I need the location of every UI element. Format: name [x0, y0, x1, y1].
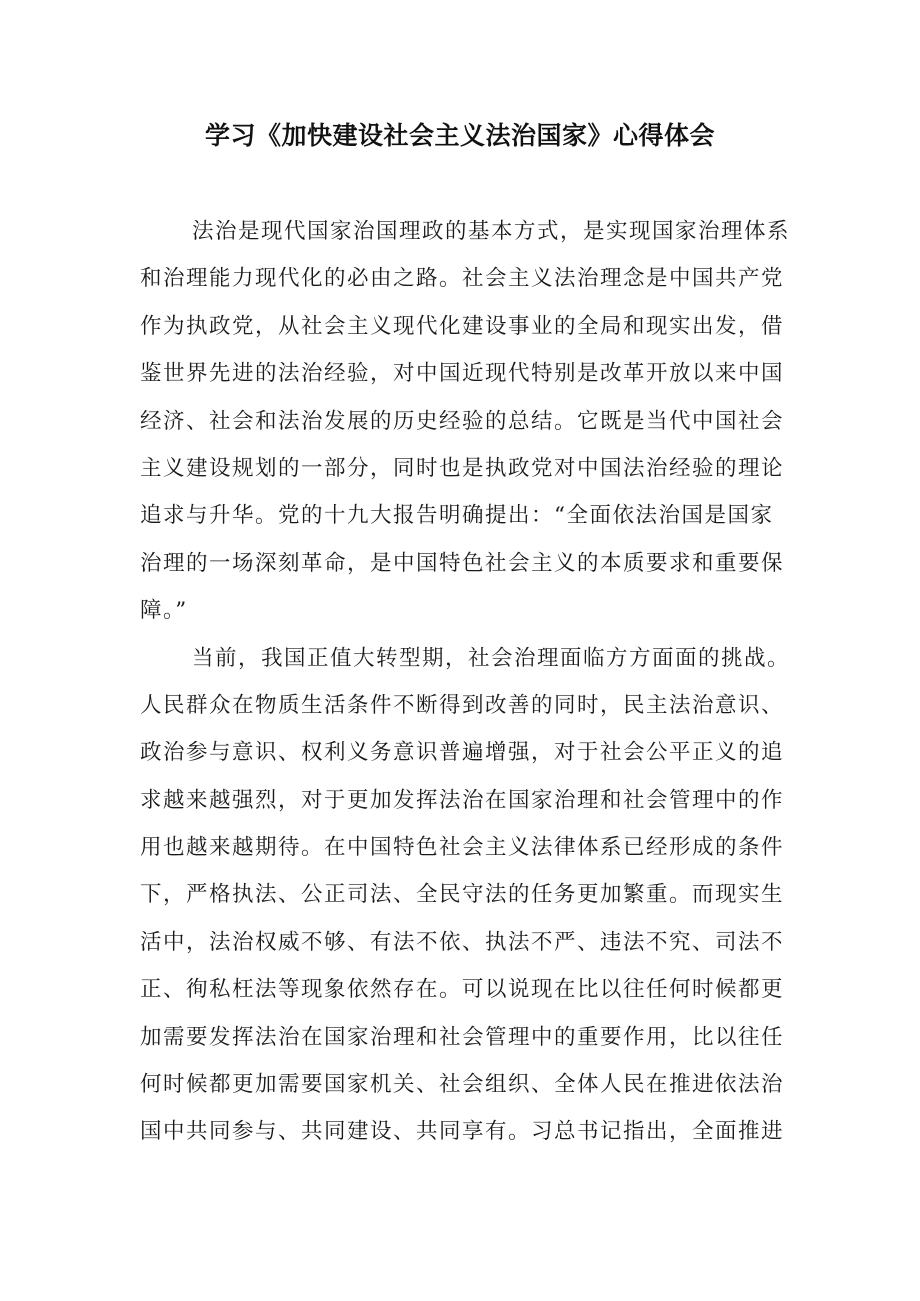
paragraph-line: 主义建设规划的一部分，同时也是执政党对中国法治经验的理论: [140, 455, 785, 481]
paragraph-line: 何时候都更加需要国家机关、社会组织、全体人民在推进依法治: [140, 1072, 785, 1098]
paragraph-line: 求越来越强烈，对于更加发挥法治在国家治理和社会管理中的作: [140, 787, 785, 813]
paragraph-line: 政治参与意识、权利义务意识普遍增强，对于社会公平正义的追: [140, 740, 785, 766]
paragraph-line: 正、徇私枉法等现象依然存在。可以说现在比以往任何时候都更: [140, 977, 785, 1003]
paragraph-line: 追求与升华。党的十九大报告明确提出：“全面依法治国是国家: [140, 503, 774, 529]
paragraph-line: 人民群众在物质生活条件不断得到改善的同时，民主法治意识、: [140, 692, 785, 718]
paragraph-line: 活中，法治权威不够、有法不依、执法不严、违法不究、司法不: [140, 929, 785, 955]
paragraph-line: 和治理能力现代化的必由之路。社会主义法治理念是中国共产党: [140, 266, 785, 292]
paragraph-line: 国中共同参与、共同建设、共同享有。习总书记指出，全面推进: [140, 1119, 785, 1145]
paragraph-line: 鉴世界先进的法治经验，对中国近现代特别是改革开放以来中国: [140, 361, 785, 387]
paragraph-line: 下，严格执法、公正司法、全民守法的任务更加繁重。而现实生: [140, 882, 785, 908]
document-title: 学习《加快建设社会主义法治国家》心得体会: [204, 121, 715, 150]
paragraph-line: 加需要发挥法治在国家治理和社会管理中的重要作用，比以往任: [140, 1024, 785, 1050]
paragraph-line: 经济、社会和法治发展的历史经验的总结。它既是当代中国社会: [140, 408, 785, 434]
document-body: [140, 208, 800, 1156]
paragraph-line: 当前，我国正值大转型期，社会治理面临方方面面的挑战。: [192, 645, 791, 671]
paragraph-2: [140, 635, 800, 1156]
paragraph-line: 作为执政党，从社会主义现代化建设事业的全局和现实出发，借: [140, 313, 785, 339]
paragraph-line: 障。”: [140, 598, 188, 624]
paragraph-line: 治理的一场深刻革命，是中国特色社会主义的本质要求和重要保: [140, 550, 785, 576]
paragraph-line: 法治是现代国家治国理政的基本方式，是实现国家治理体系: [192, 219, 791, 244]
paragraph-line: 用也越来越期待。在中国特色社会主义法律体系已经形成的条件: [140, 835, 785, 861]
paragraph-1: [140, 208, 800, 635]
